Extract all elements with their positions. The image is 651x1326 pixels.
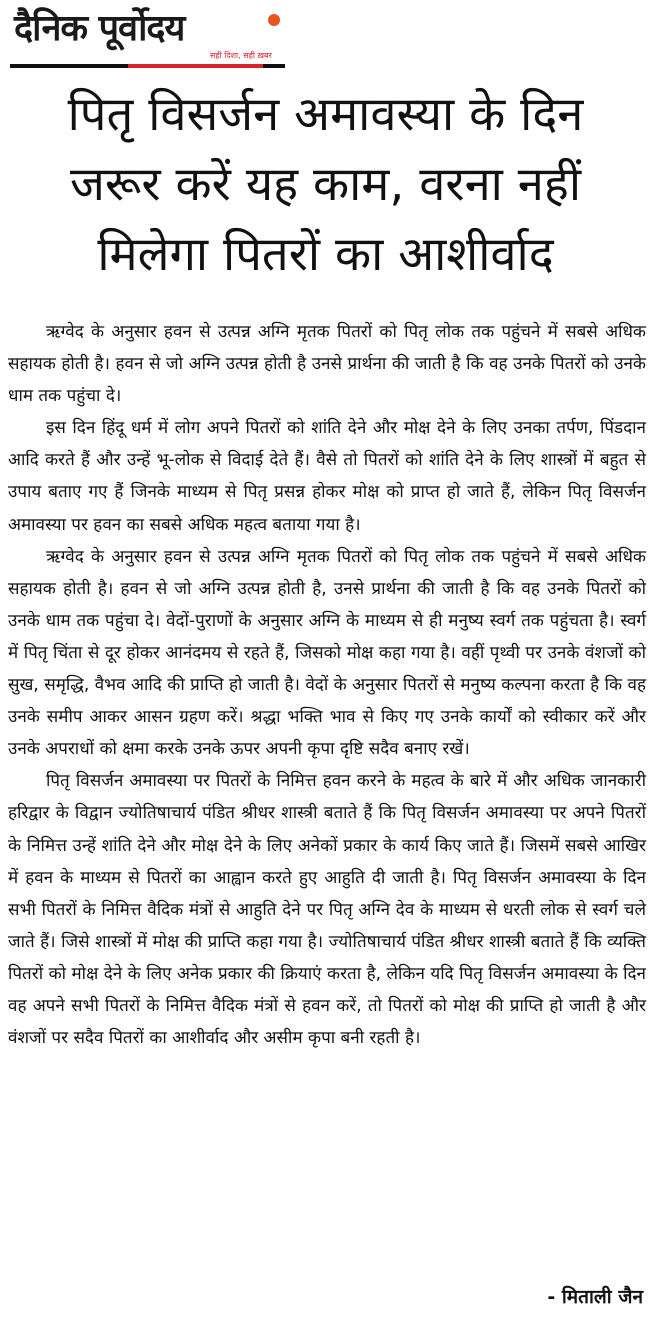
- article-paragraph: इस दिन हिंदू धर्म में लोग अपने पितरों को शांति देने और मोक्ष देने के लिए उनका तर्पण, पिंडदान आदि करते हैं और उन्हें भू-लोक से विदाई देते हैं। वैसे तो पितरों को शांति देने के लिए शास्त्रों में बहुत से उपाय बताए गए हैं जिनके माध्यम से पितृ प्रसन्न होकर मोक्ष को प्राप्त हो जाते हैं, लेकिन पितृ विसर्जन अमावस्या पर हवन का सबसे अधिक महत्व बताया गया है।: [8, 418, 646, 535]
- headline: [18, 80, 633, 290]
- article-paragraph: ऋग्वेद के अनुसार हवन से उत्पन्न अग्नि मृतक पितरों को पितृ लोक तक पहुंचने में सबसे अधिक सहायक होती है। हवन से जो अग्नि उत्पन्न होती है, उनसे प्रार्थना की जाती है कि वह उनके पितरों को उनके धाम तक पहुंचा दे। वेदों-पुराणों के अनुसार अग्नि के माध्यम से ही मनुष्य स्वर्ग तक पहुंचता है। स्वर्ग में पितृ चिंता से दूर होकर आनंदमय से रहते हैं, जिसको मोक्ष कहा गया है। वहीं पृथ्वी पर उनके वंशजों को सुख, समृद्धि, वैभव आदि की प्राप्ति हो जाती है। वेदों के अनुसार पितरों से मनुष्य कल्पना करता है कि वह उनके समीप आकर आसन ग्रहण करें। श्रद्धा भक्ति भाव से किए गए उनके कार्यों को स्वीकार करें और उनके अपराधों को क्षमा करके उनके ऊपर अपनी कृपा दृष्टि सदैव बनाए रखें।: [8, 546, 646, 760]
- newspaper-name: दैनिक पूर्वोदय: [14, 8, 185, 49]
- article-paragraph: ऋग्वेद के अनुसार हवन से उत्पन्न अग्नि मृतक पितरों को पितृ लोक तक पहुंचने में सबसे अधिक सहायक होती है। हवन से जो अग्नि उत्पन्न होती है उनसे प्रार्थना की जाती है कि वह उनके पितरों को उनके धाम तक पहुंचा दे।: [8, 322, 646, 407]
- article-paragraph: पितृ विसर्जन अमावस्या पर पितरों के निमित्त हवन करने के महत्व के बारे में और अधिक जानकारी हरिद्वार के विद्वान ज्योतिषाचार्य पंडित श्रीधर शास्त्री बताते हैं कि पितृ विसर्जन अमावस्या पर अपने पितरों के निमित्त उन्हें शांति देने और मोक्ष देने के लिए अनेकों प्रकार के कार्य किए जाते हैं। जिसमें सबसे आखिर में हवन के माध्यम से पितरों का आह्वान करते हुए आहुति दी जाती है। पितृ विसर्जन अमावस्या के दिन सभी पितरों के निमित्त वैदिक मंत्रों से आहुति देने पर पितृ अग्नि देव के माध्यम से धरती लोक से स्वर्ग चले जाते हैं। जिसे शास्त्रों में मोक्ष की प्राप्ति कहा गया है। ज्योतिषाचार्य पंडित श्रीधर शास्त्री बताते हैं कि व्यक्ति पितरों को मोक्ष देने के लिए अनेक प्रकार की क्रियाएं करता है, लेकिन यदि पितृ विसर्जन अमावस्या के दिन वह अपने सभी पितरों के निमित्त वैदिक मंत्रों से हवन करें, तो पितरों को मोक्ष की प्राप्ति हो जाती है और वंशजों पर सदैव पितरों का आशीर्वाद और असीम कृपा बनी रहती है।: [8, 771, 646, 1049]
- headline-line-3: मिलेगा पितरों का आशीर्वाद: [97, 227, 554, 282]
- article-body: [8, 316, 646, 1054]
- masthead-dot-icon: [268, 14, 280, 26]
- masthead-accent-rule: [128, 64, 263, 68]
- masthead-tagline: सही दिशा, सही ख़बर: [210, 51, 272, 60]
- author-byline: - मिताली जैन: [547, 1286, 643, 1308]
- headline-line-1: पितृ विसर्जन अमावस्या के दिन: [67, 87, 584, 142]
- headline-line-2: जरूर करें यह काम, वरना नहीं: [70, 157, 581, 212]
- masthead: [10, 4, 285, 70]
